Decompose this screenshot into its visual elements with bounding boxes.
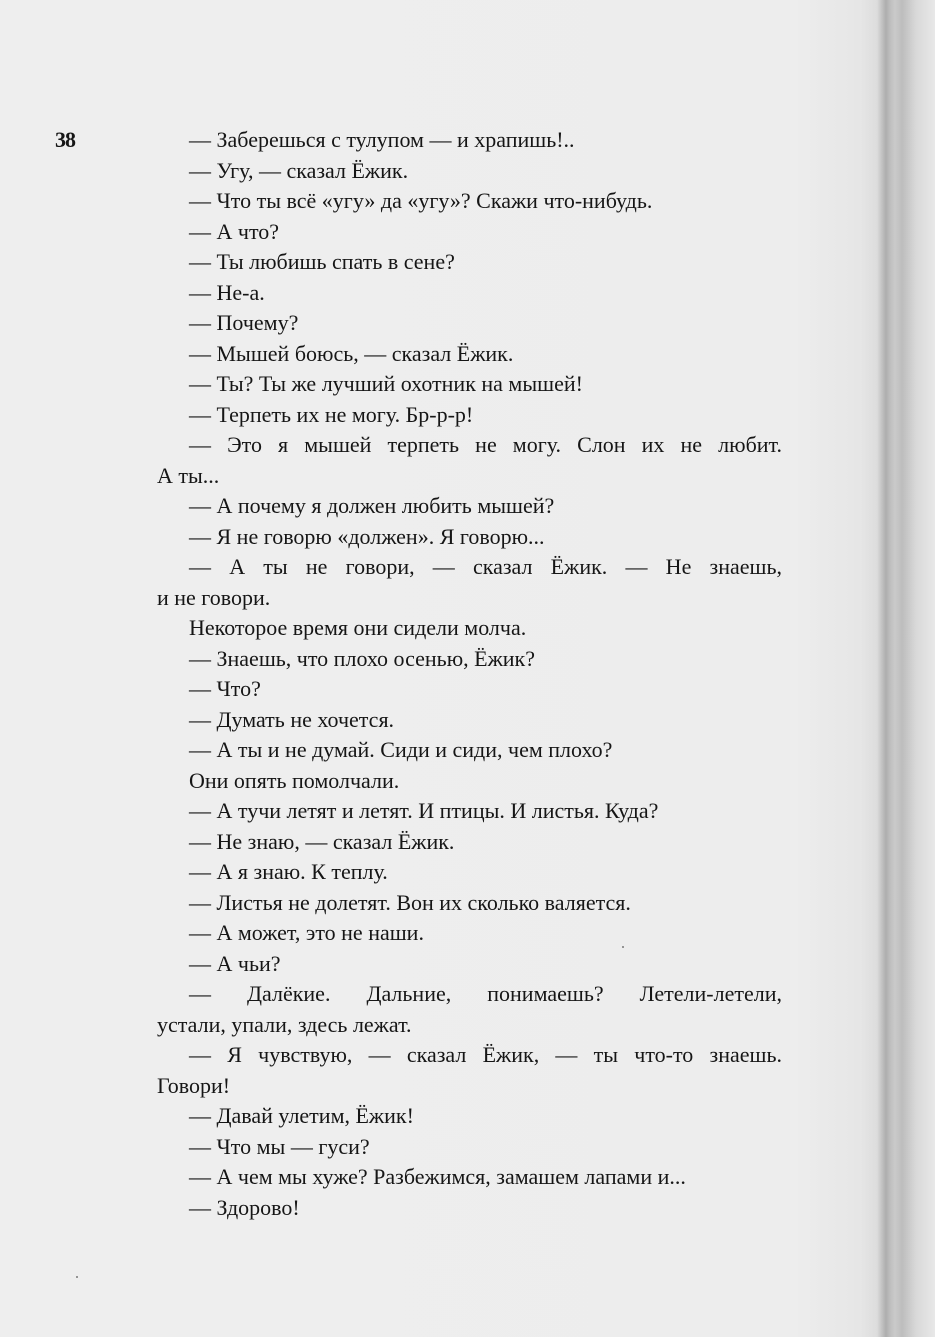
- text-line: — А что?: [189, 218, 280, 244]
- text-line: А ты...: [157, 462, 220, 488]
- text-line: — А ты не говори, — сказал Ёжик. — Не знаешь,: [189, 554, 782, 579]
- text-line: — Я не говорю «должен». Я говорю...: [189, 523, 545, 549]
- text-line: — Думать не хочется.: [189, 706, 395, 732]
- text-line: — Давай улетим, Ёжик!: [189, 1103, 414, 1128]
- text-line: — Знаешь, что плохо осенью, Ёжик?: [189, 645, 536, 671]
- text-line: — А может, это не наши.: [189, 920, 424, 945]
- text-line: — А тучи летят и летят. И птицы. И листья. Куда?: [189, 798, 659, 823]
- text-line: Они опять помолчали.: [189, 767, 400, 793]
- text-line: — Не-а.: [189, 279, 265, 305]
- text-line: — Что?: [189, 676, 261, 701]
- text-line: — Что мы — гуси?: [189, 1133, 370, 1159]
- text-line: — Угу, — сказал Ёжик.: [189, 157, 409, 183]
- text-line: — Ты любишь спать в сене?: [189, 249, 455, 274]
- text-line: — Здорово!: [189, 1194, 300, 1220]
- text-line: — А почему я должен любить мышей?: [189, 493, 555, 518]
- text-line: — А ты и не думай. Сиди и сиди, чем плохо?: [189, 737, 613, 762]
- text-line: — Это я мышей терпеть не могу. Слон их не любит.: [189, 432, 782, 457]
- text-line: — Терпеть их не могу. Бр-р-р!: [189, 401, 474, 427]
- page-text: [157, 125, 782, 1223]
- text-line: — Мышей боюсь, — сказал Ёжик.: [189, 340, 514, 366]
- binding-shadow: [877, 0, 895, 1337]
- text-line: — Я чувствую, — сказал Ёжик, — ты что-то знаешь.: [189, 1042, 782, 1067]
- page-number: 38: [55, 127, 75, 152]
- text-line: — А я знаю. К теплу.: [189, 859, 388, 884]
- text-line: — Не знаю, — сказал Ёжик.: [189, 828, 455, 854]
- text-line: — А чьи?: [189, 950, 281, 976]
- print-speck: [622, 946, 624, 948]
- text-line: — Заберешься с тулупом — и храпишь!..: [189, 127, 575, 152]
- text-line: — А чем мы хуже? Разбежимся, замашем лапами и...: [189, 1164, 686, 1189]
- text-line: устали, упали, здесь лежат.: [157, 1011, 412, 1037]
- print-speck: [76, 1276, 78, 1278]
- text-line: — Почему?: [189, 310, 299, 335]
- text-line: и не говори.: [157, 584, 271, 610]
- text-line: — Далёкие. Дальние, понимаешь? Летели-летели,: [189, 981, 782, 1006]
- text-line: Некоторое время они сидели молча.: [189, 615, 527, 640]
- text-line: — Листья не долетят. Вон их сколько валяется.: [189, 889, 631, 915]
- text-line: Говори!: [157, 1072, 231, 1098]
- text-line: — Что ты всё «угу» да «угу»? Скажи что-нибудь.: [189, 188, 653, 213]
- text-line: — Ты? Ты же лучший охотник на мышей!: [189, 371, 583, 396]
